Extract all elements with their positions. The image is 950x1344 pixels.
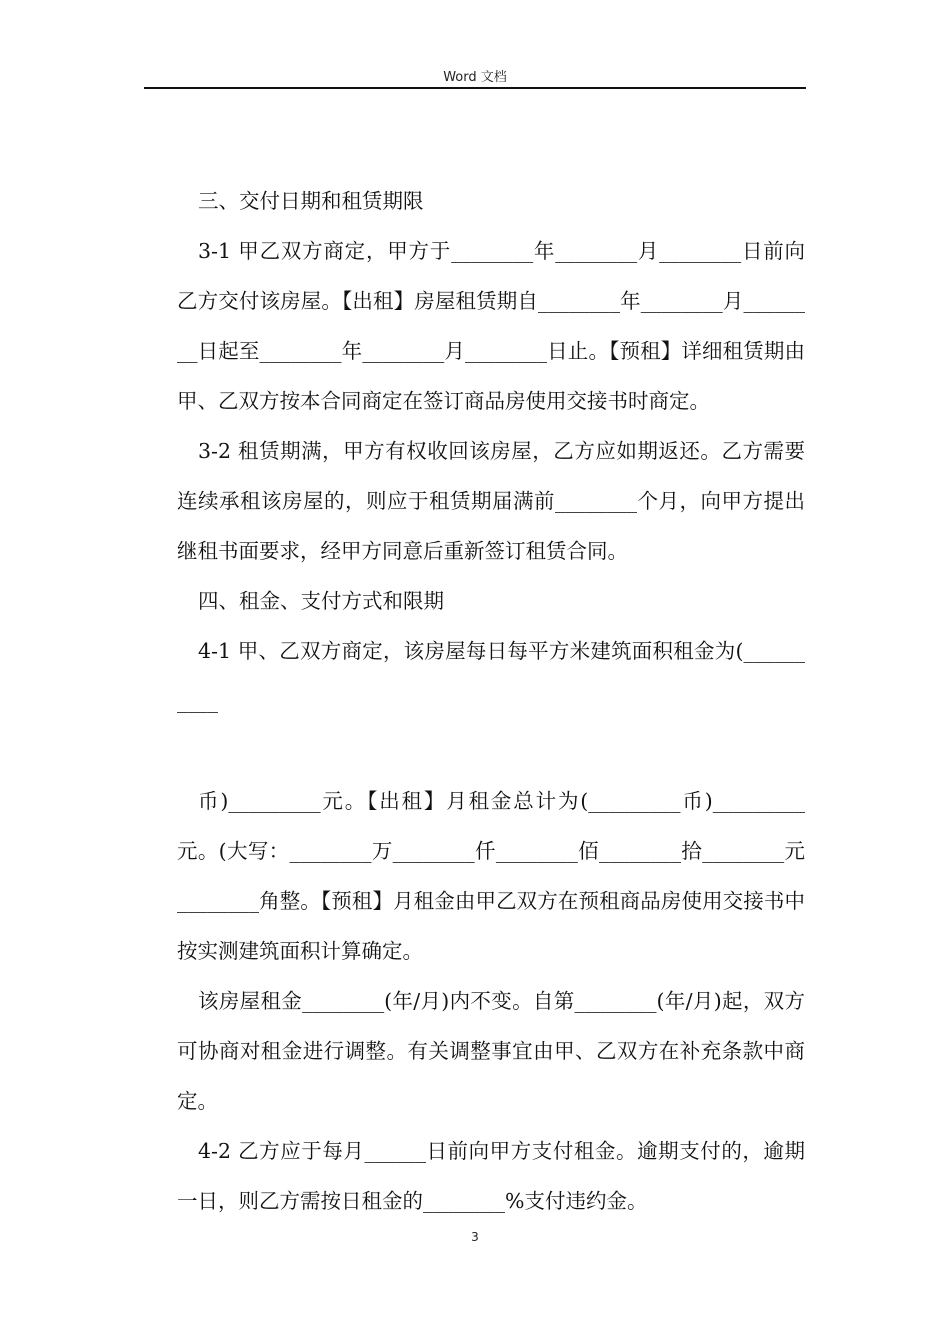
clause-4-1-blank-line (177, 726, 805, 776)
clause-4-1-rent: 币)_________元。【出租】月租金总计为(_________币)_________元。(大写：________万________仟________佰________拾________元________角整。【预租】月租金由甲乙双方在预租商品房使用交接书中按实测建筑面积计算确定。 (177, 789, 805, 963)
clause-4-2: 4-2 乙方应于每月______日前向甲方支付租金。逾期支付的，逾期一日，则乙方需按日租金的________%支付违约金。 (177, 1139, 805, 1213)
clause-3-1: 3-1 甲乙双方商定，甲方于________年________月________日前向乙方交付该房屋。【出租】房屋租赁期自________年________月________日起至________年________月________日止。【预租】详细租赁期由甲、乙双方按本合同商定在签订商品房使用交接书时商定。 (177, 239, 805, 413)
document-body (177, 176, 805, 1226)
clause-4-1-start: 4-1 甲、乙双方商定，该房屋每日每平方米建筑面积租金为(__________ (177, 639, 805, 713)
clause-4-1-adjustment: 该房屋租金________(年/月)内不变。自第________(年/月)起，双方可协商对租金进行调整。有关调整事宜由甲、乙双方在补充条款中商定。 (177, 989, 805, 1113)
section-heading-3: 三、交付日期和租赁期限 (198, 189, 424, 213)
page-header: Word 文档 (443, 70, 507, 85)
section-heading-4: 四、租金、支付方式和限期 (198, 589, 444, 613)
header-rule (144, 87, 806, 89)
page-number: 3 (471, 1230, 479, 1244)
clause-3-2: 3-2 租赁期满，甲方有权收回该房屋，乙方应如期返还。乙方需要连续承租该房屋的，则应于租赁期届满前________个月，向甲方提出继租书面要求，经甲方同意后重新签订租赁合同。 (177, 439, 805, 563)
